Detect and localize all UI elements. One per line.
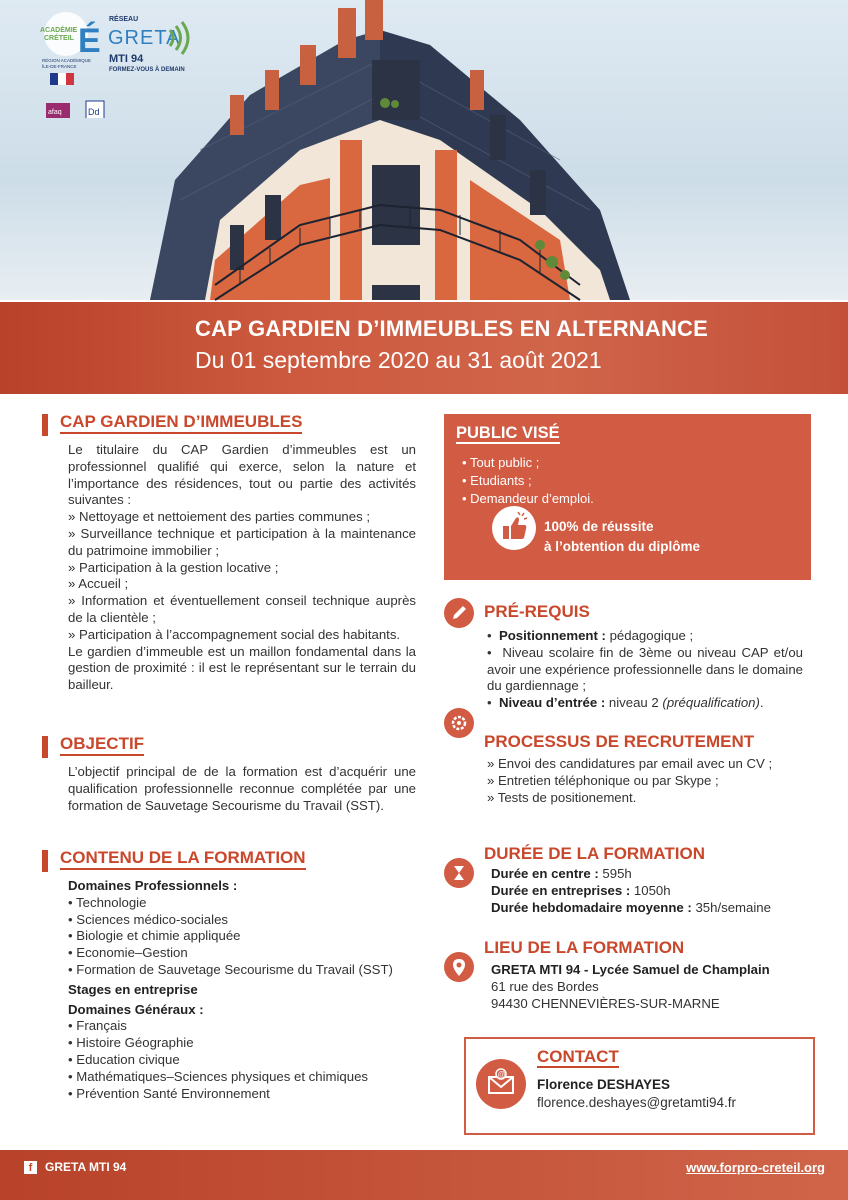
pro-item: • Technologie [68,894,147,910]
hourglass-icon [444,858,474,888]
greta-logo [38,8,198,118]
duree-body [491,866,807,916]
gen-item: • Prévention Santé Environnement [68,1085,270,1101]
prerequis-item: • Niveau scolaire fin de 3ème ou niveau CAP et/ou avoir une expérience professionnelle dans le domaine du gardiennage ; [487,644,804,694]
map-pin-icon [444,952,474,982]
cap-item: » Participation à l’accompagnement social des habitants. [68,626,401,642]
public-item: • Demandeur d’emploi. [462,490,594,508]
duree-row: Durée en centre : 595h [491,866,632,881]
duree-title: DURÉE DE LA FORMATION [484,844,705,863]
pencil-icon [444,598,474,628]
footer-band [0,1150,848,1200]
academie-line1: ACADÉMIE [40,27,78,34]
recrutement-item: » Tests de positionement. [487,789,637,805]
mail-icon [476,1059,526,1109]
reseau-label: RÉSEAU [109,16,139,23]
recrutement-body [487,756,803,806]
cap-title-bar [42,414,48,436]
cap-item: » Participation à la gestion locative ; [68,559,279,575]
duree-row: Durée en entreprises : 1050h [491,882,671,898]
lieu-name: GRETA MTI 94 - Lycée Samuel de Champlain [491,962,770,977]
public-list [462,454,594,508]
academie-line2: CRÉTEIL [44,35,74,42]
banner-subtitle: Du 01 septembre 2020 au 31 août 2021 [195,347,602,373]
prerequis-item: • Positionnement : pédagogique ; [487,628,694,643]
cap-outro: Le gardien d’immeuble est un maillon fondamental dans la gestion de proximité : il est le représentant sur le terrain du bailleur. [68,643,416,693]
gen-item: • Français [68,1018,127,1034]
public-panel [444,414,811,580]
lieu-title: LIEU DE LA FORMATION [484,938,685,957]
slogan-label: FORMEZ-VOUS À DEMAIN [109,67,185,73]
success-line2: à l’obtention du diplôme [544,539,700,554]
cap-item: » Accueil ; [68,576,129,592]
pro-item: • Economie–Gestion [68,945,188,961]
cap-item: » Information et éventuellement conseil technique auprès de la clientèle ; [68,593,416,625]
contenu-title: CONTENU DE LA FORMATION [60,848,306,868]
prerequis-item: • Niveau d’entrée : niveau 2 (préqualification). [487,695,764,711]
gen-item: • Mathématiques–Sciences physiques et chimiques [68,1068,369,1084]
objectif-title: OBJECTIF [60,734,144,754]
contact-box [464,1037,815,1135]
footer-facebook[interactable] [24,1160,126,1174]
footer-left-label: GRETA MTI 94 [45,1160,127,1174]
dd-label: Dd [88,107,100,117]
logo-block [38,8,198,123]
objectif-title-bar [42,736,48,758]
success-badge-text [544,517,700,557]
cap-intro: Le titulaire du CAP Gardien d’immeubles est un professionnel qualifié qui exerce, selon la nature et l’importance des résidences, tout ou partie des activités suivantes : [68,442,416,508]
contact-email[interactable]: florence.deshayes@gretamti94.fr [537,1095,737,1110]
recrutement-item: » Entretien téléphonique ou par Skype ; [487,772,719,788]
contenu-body [68,878,418,1102]
mti-label: MTI 94 [109,53,144,65]
objectif-section [60,734,144,754]
pro-item: • Sciences médico-sociales [68,911,229,927]
recrutement-item: » Envoi des candidatures par email avec un CV ; [487,756,773,771]
pro-item: • Biologie et chimie appliquée [68,928,241,944]
public-title: PUBLIC VISÉ [456,424,560,442]
contact-name: Florence DESHAYES [537,1077,671,1092]
recrutement-title: PROCESSUS DE RECRUTEMENT [484,732,755,751]
prerequis-title: PRÉ-REQUIS [484,602,590,621]
duree-row: Durée hebdomadaire moyenne : 35h/semaine [491,899,771,915]
success-line1: 100% de réussite [544,519,654,534]
thumbs-up-icon [492,506,536,550]
cap-body [68,442,416,694]
contact-title: CONTACT [537,1047,619,1066]
contenu-title-bar [42,850,48,872]
afaq-label: afaq [48,109,62,116]
footer-website-link[interactable]: www.forpro-creteil.org [686,1160,825,1175]
public-item: • Etudiants ; [462,472,594,490]
e-letter: É [78,22,101,60]
region-label: RÉGION ACADÉMIQUE [42,58,92,63]
public-item: • Tout public ; [462,454,594,472]
cap-item: » Surveillance technique et participation à la maintenance du patrimoine immobilier ; [68,525,416,558]
region-label-2: ÎLE-DE-FRANCE [42,64,77,69]
prerequis-body [487,628,803,712]
cap-title: CAP GARDIEN D’IMMEUBLES [60,412,430,432]
gen-item: • Histoire Géographie [68,1035,194,1051]
lieu-city: 94430 CHENNEVIÈRES-SUR-MARNE [491,995,720,1011]
cap-item: » Nettoyage et nettoiement des parties communes ; [68,509,371,525]
cap-section [60,412,430,432]
gen-item: • Education civique [68,1051,180,1067]
lieu-street: 61 rue des Bordes [491,978,599,994]
pro-heading: Domaines Professionnels : [68,878,238,893]
lieu-body [491,962,811,1012]
greta-label: GRETA [108,27,181,49]
pro-item: • Formation de Sauvetage Secourisme du Travail (SST) [68,961,393,977]
banner-title: CAP GARDIEN D’IMMEUBLES EN ALTERNANCE [195,316,709,341]
objectif-text: L’objectif principal de de la formation est d’acquérir une qualification professionnelle reconnue complétée par une formation de Sauvetage Secourisme du Travail (SST). [68,764,416,813]
contenu-section [60,848,306,868]
facebook-icon: f [24,1161,37,1174]
gear-icon [444,708,474,738]
stages-heading: Stages en entreprise [68,981,198,997]
gen-heading: Domaines Généraux : [68,1001,204,1017]
svg-text:@: @ [497,1070,506,1079]
